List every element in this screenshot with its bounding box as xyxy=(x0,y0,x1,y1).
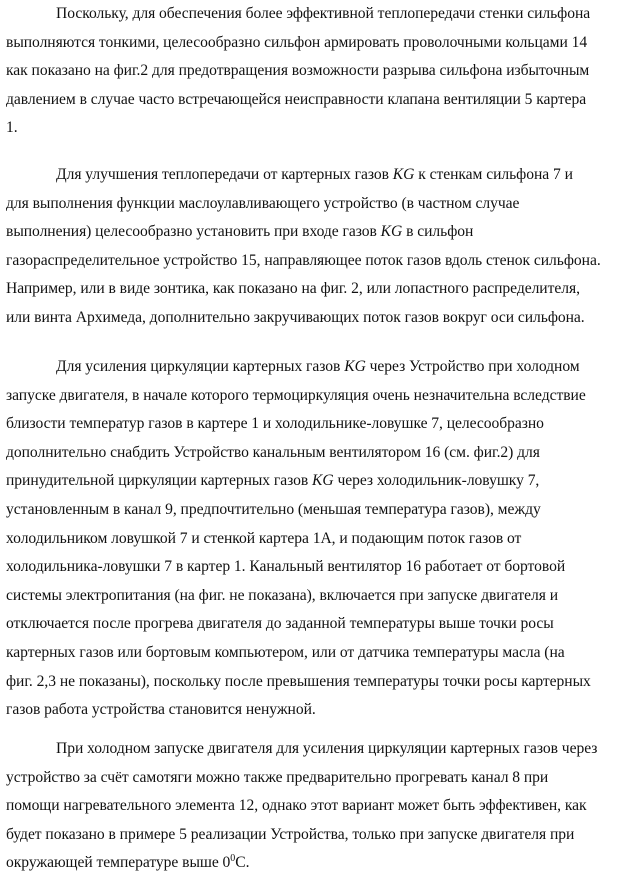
text-line: Например, или в виде зонтика, как показано на фиг. 2, или лопастного распределителя, xyxy=(6,280,580,298)
text-run: выполнения) целесообразно установить при входе газов xyxy=(6,223,381,241)
text-line: дополнительно снабдить Устройство канальным вентилятором 16 (см. фиг.2) для xyxy=(6,443,540,461)
text-line: системы электропитания (на фиг. не показана), включается при запуске двигателя и xyxy=(6,586,559,604)
text-run: С. xyxy=(235,854,250,872)
text-line xyxy=(6,161,614,190)
kg-symbol: KG xyxy=(312,472,334,490)
text-run: в сильфон xyxy=(402,223,474,241)
paragraph-bellows-reinforcement xyxy=(6,0,614,143)
kg-symbol: KG xyxy=(380,223,403,241)
text-line: запуске двигателя, в начале которого термоциркуляция очень незначительна вследствие xyxy=(6,386,586,404)
text-line: выполняются тонкими, целесообразно сильфон армировать проволочными кольцами 14 xyxy=(6,33,588,51)
text-line: газов работа устройства становится ненужной. xyxy=(6,701,316,719)
paragraph-duct-fan xyxy=(6,353,614,725)
text-line: давлением в случае часто встречающейся неисправности клапана вентиляции 5 картера xyxy=(6,90,587,108)
kg-symbol: KG xyxy=(392,166,415,183)
text-line: картерных газов или бортовым компьютером, или от датчика температуры масла (на xyxy=(6,643,565,661)
text-line: холодильником ловушкой 7 и стенкой картера 1А, и подающим поток газов от xyxy=(6,529,522,547)
kg-symbol: KG xyxy=(344,358,366,375)
text-run: окружающей температуре выше 0 xyxy=(6,854,231,872)
text-line: газораспределительное устройство 15, направляющее поток газов вдоль стенок сильфона. xyxy=(6,251,601,269)
text-line xyxy=(6,353,614,382)
text-line: 1. xyxy=(6,119,18,137)
text-run: Для усиления циркуляции картерных газов xyxy=(56,358,345,375)
text-line: холодильника-ловушки 7 в картер 1. Канальный вентилятор 16 работает от бортовой xyxy=(6,558,566,576)
paragraph-heating-element xyxy=(6,735,614,878)
text-line: отключается после прогрева двигателя до заданной температуры выше точки росы xyxy=(6,615,554,633)
text-line: фиг. 2,3 не показаны), поскольку после превышения температуры точки росы картерных xyxy=(6,672,591,690)
text-line: помощи нагревательного элемента 12, однако этот вариант может быть эффективен, как xyxy=(6,797,587,815)
text-line: установленным в канал 9, предпочтительно (меньшая температура газов), между xyxy=(6,500,541,518)
text-line: устройство за счёт самотяги можно также предварительно прогревать канал 8 при xyxy=(6,768,549,786)
paragraph-gas-distributor xyxy=(6,161,614,333)
degree-superscript: 0 xyxy=(230,853,236,865)
text-run: через холодильник-ловушку 7, xyxy=(333,472,540,490)
text-line: Поскольку, для обеспечения более эффективной теплопередачи стенки сильфона xyxy=(56,5,591,22)
text-line xyxy=(6,849,614,878)
text-run: принудительной циркуляции картерных газов xyxy=(6,472,313,490)
text-run: через Устройство при холодном xyxy=(365,358,580,375)
text-run: к стенкам сильфона 7 и xyxy=(414,166,573,183)
text-line: При холодном запуске двигателя для усиления циркуляции картерных газов через xyxy=(56,740,598,757)
text-line: или винта Архимеда, дополнительно закручивающих поток газов вокруг оси сильфона. xyxy=(6,308,585,326)
text-line: будет показано в примере 5 реализации Устройства, только при запуске двигателя при xyxy=(6,825,575,843)
text-line xyxy=(6,467,614,496)
text-line: близости температур газов в картере 1 и холодильнике-ловушке 7, целесообразно xyxy=(6,415,544,433)
text-line: как показано на фиг.2 для предотвращения возможности разрыва сильфона избыточным xyxy=(6,62,590,80)
text-run: Для улучшения теплопередачи от картерных газов xyxy=(56,166,393,183)
text-line: для выполнения функции маслоулавливающего устройство (в частном случае xyxy=(6,194,520,212)
text-line xyxy=(6,218,614,247)
document-page xyxy=(6,0,614,877)
